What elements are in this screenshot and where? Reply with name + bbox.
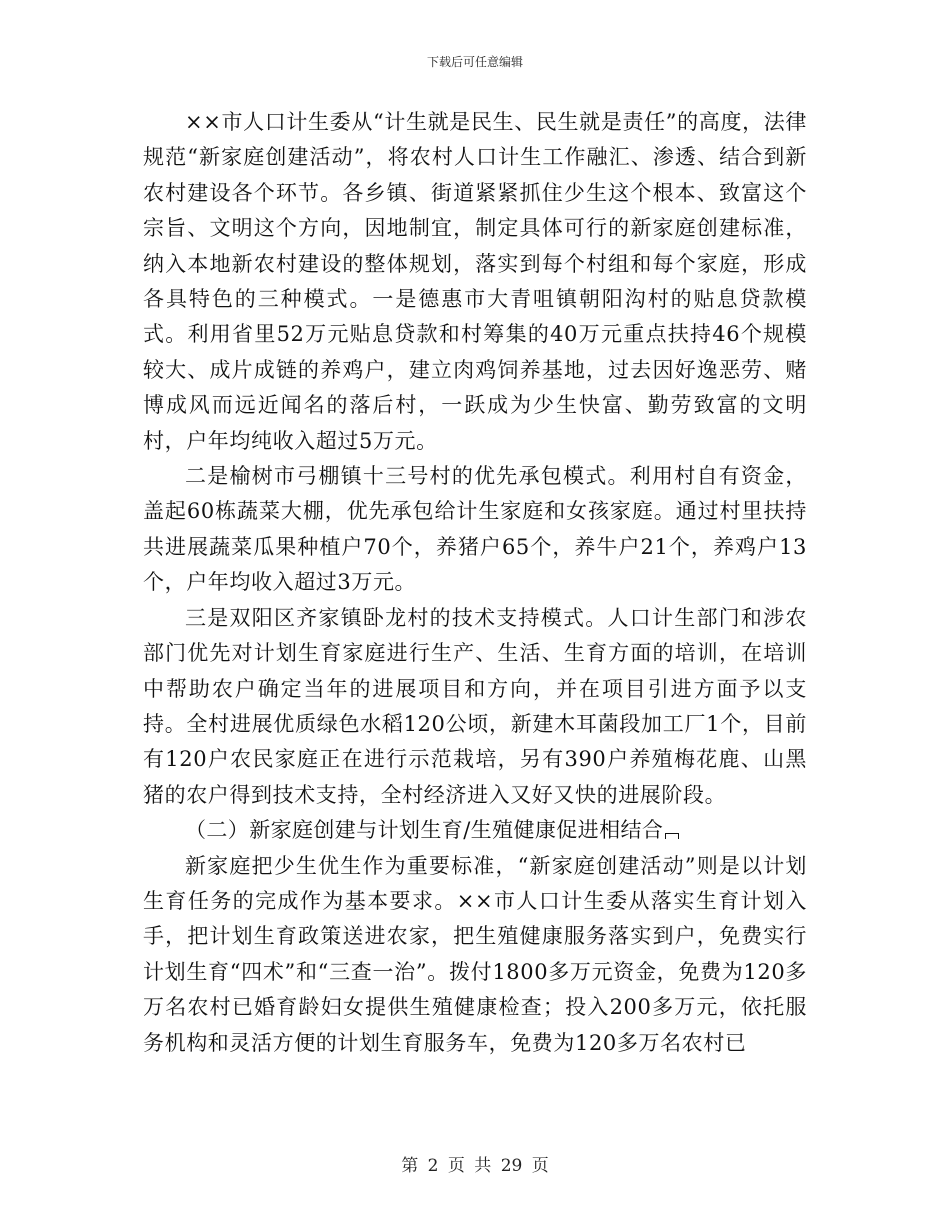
text-cursor-mark-icon	[665, 833, 679, 839]
paragraph-5: 新家庭把少生优生作为重要标准，“新家庭创建活动”则是以计划生育任务的完成作为基本要求。××市人口计生委从落实生育计划入手，把计划生育政策送进农家，把生殖健康服务落实到户，免费实行计划生育“四术”和“三查一治”。拨付1800多万元资金，免费为120多万名农村已婚育龄妇女提供生殖健康检查；投入200多万元，依托服务机构和灵活方便的计划生育服务车，免费为120多万名农村已	[143, 853, 807, 1055]
paragraph-3: 三是双阳区齐家镇卧龙村的技术支持模式。人口计生部门和涉农部门优先对计划生育家庭进行生产、生活、生育方面的培训，在培训中帮助农户确定当年的进展项目和方向，并在项目引进方面予以支持。全村进展优质绿色水稻120公顷，新建木耳菌段加工厂1个，目前有120户农民家庭正在进行示范栽培，另有390户养殖梅花鹿、山黑猪的农户得到技术支持，全村经济进入又好又快的进展阶段。	[143, 605, 807, 807]
page-header: 下载后可任意编辑	[426, 55, 523, 69]
paragraph-1: ××市人口计生委从“计生就是民生、民生就是责任”的高度，法律规范“新家庭创建活动”，将农村人口计生工作融汇、渗透、结合到新农村建设各个环节。各乡镇、街道紧紧抓住少生这个根本、致富这个宗旨、文明这个方向，因地制宜，制定具体可行的新家庭创建标准，纳入本地新农村建设的整体规划，落实到每个村组和每个家庭，形成各具特色的三种模式。一是德惠市大青咀镇朝阳沟村的贴息贷款模式。利用省里52万元贴息贷款和村筹集的40万元重点扶持46个规模较大、成片成链的养鸡户，建立肉鸡饲养基地，过去因好逸恶劳、赌博成风而远近闻名的落后村，一跃成为少生快富、勤劳致富的文明村，户年均纯收入超过5万元。	[143, 110, 807, 453]
section-heading	[143, 813, 807, 848]
document-body	[143, 105, 807, 1061]
page-footer: 第 2 页 共 29 页	[401, 1156, 549, 1176]
paragraph-2: 二是榆树市弓棚镇十三号村的优先承包模式。利用村自有资金，盖起60栋蔬菜大棚，优先承包给计生家庭和女孩家庭。通过村里扶持共进展蔬菜瓜果种植户70个，养猪户65个，养牛户21个，养鸡户13个，户年均收入超过3万元。	[143, 464, 807, 595]
section-heading-text: （二）新家庭创建与计划生育/生殖健康促进相结合	[185, 818, 664, 843]
